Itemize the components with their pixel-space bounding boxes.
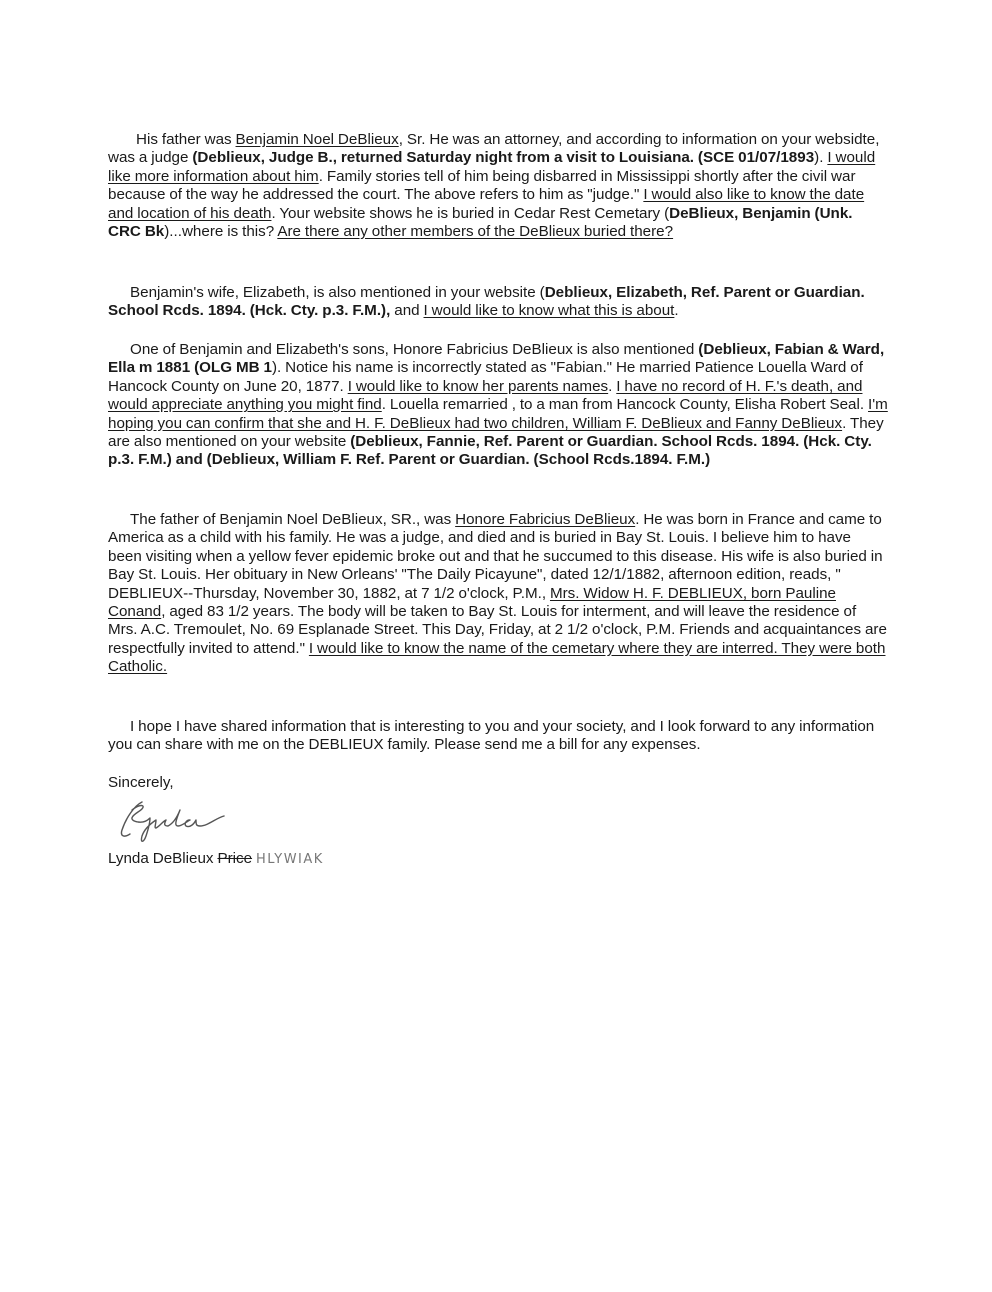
- underlined-request: I would also like to know the date and location of his death: [108, 186, 865, 222]
- bold-citation: DeBlieux, Benjamin (Unk. CRC Bk: [108, 204, 853, 241]
- bold-citation: (Deblieux, Judge B., returned Saturday night from a visit to Louisiana. (SCE 01/07/1893: [192, 149, 815, 167]
- text-run: .: [608, 377, 617, 395]
- struck-surname: Price: [217, 850, 253, 867]
- bold-citation: (Deblieux, Fabian & Ward, Ella m 1881 (OLG MB 1: [108, 341, 885, 377]
- text-run: Benjamin's wife, Elizabeth, is also mentioned in your website (: [130, 284, 545, 301]
- paragraph-closing-remarks: I hope I have shared information that is interesting to you and your society, and I look forward to any information you can share with me on the DEBLIEUX family. Please send me a bill for any expenses.: [108, 718, 875, 754]
- underlined-name: Mrs. Widow H. F. DEBLIEUX, born Pauline Conand: [108, 584, 836, 621]
- underlined-request: I would like to know what this is about: [423, 302, 675, 320]
- text-run: . Your website shows he is buried in Cedar Rest Cemetary (: [271, 204, 670, 222]
- text-run: The father of Benjamin Noel DeBlieux, SR., was: [130, 511, 456, 528]
- underlined-name: Benjamin Noel DeBlieux: [235, 131, 399, 148]
- text-run: One of Benjamin and Elizabeth's sons, Honore Fabricius DeBlieux is also mentioned: [130, 341, 699, 358]
- text-run: ). Notice his name is incorrectly stated as "Fabian." He married Patience Louella Ward of Hancock County on June 20, 1877.: [108, 359, 863, 395]
- text-run: . Louella remarried , to a man from Hancock County, Elisha Robert Seal.: [381, 396, 869, 414]
- text-run: , aged 83 1/2 years. The body will be taken to Bay St. Louis for interment, and will leave the residence of Mrs. A.C. Tremoulet, No. 69 Esplanade Street. This Day, Friday, at 2 1/2 o'clock, P.M. Friends and acquaintances are respectfully invited to attend.": [108, 603, 887, 657]
- text-run: .: [674, 302, 679, 320]
- closing-salutation: Sincerely,: [108, 774, 174, 791]
- text-run: His father was: [136, 131, 236, 148]
- text-run: ).: [814, 149, 828, 167]
- underlined-name: Honore Fabricius DeBlieux: [455, 511, 636, 528]
- handwritten-signature: [112, 796, 252, 846]
- underlined-request: I have no record of H. F.'s death, and would appreciate anything you might find: [108, 377, 863, 414]
- underlined-request: I would like to know the name of the cemetary where they are interred. They were both Catholic.: [108, 639, 886, 676]
- bold-citation: (Deblieux, Fannie, Ref. Parent or Guardian. School Rcds. 1894. (Hck. Cty. p.3. F.M.) and (Deblieux, William F. Ref. Parent or Guardian. (School Rcds.1894. F.M.): [108, 433, 872, 469]
- paragraph-grandfather-honore: [108, 511, 888, 677]
- text-run: and: [390, 302, 424, 320]
- underlined-request: I would like to know her parents names: [347, 377, 609, 395]
- bold-citation: Deblieux, Elizabeth, Ref. Parent or Guardian. School Rcds. 1894. (Hck. Cty. p.3. F.M.),: [108, 284, 865, 320]
- signer-name-line: [108, 850, 888, 869]
- signature-image: [112, 796, 252, 846]
- paragraph-honore-fabricius-son: [108, 341, 888, 470]
- text-run: )...where is this?: [164, 223, 278, 241]
- signer-name: Lynda DeBlieux: [108, 850, 218, 867]
- text-run: . They are also mentioned on your website: [108, 414, 884, 451]
- text-run: , Sr. He was an attorney, and according to information on your websidte, was a judge: [108, 131, 880, 167]
- text-run: . He was born in France and came to America as a child with his family. He was a judge, and died and is buried in Bay St. Louis. I believe him to have been visiting when a yellow fever epidemic broke out and that he succumed to this disease. His wife is also buried in Bay St. Louis. Her obituary in New Orleans' "The Daily Picayune", dated 12/1/1882, afternoon edition, reads, " DEBLIEUX--Thursday, November 30, 1882, at 7 1/2 o'clock, P.M.,: [108, 511, 883, 602]
- underlined-request: Are there any other members of the DeBlieux buried there?: [277, 223, 674, 241]
- paragraph-father-benjamin: [108, 131, 888, 241]
- paragraph-elizabeth: [108, 284, 888, 321]
- underlined-request: I'm hoping you can confirm that she and H. F. DeBlieux had two children, William F. DeBlieux and Fanny DeBlieux: [108, 396, 888, 432]
- text-run: . Family stories tell of him being disbarred in Mississippi shortly after the civil war because of the way he addressed the court. The above refers to him as "judge.": [108, 167, 856, 204]
- underlined-request: I would like more information about him: [108, 149, 876, 185]
- handwritten-surname: HLYWIAK: [255, 852, 324, 867]
